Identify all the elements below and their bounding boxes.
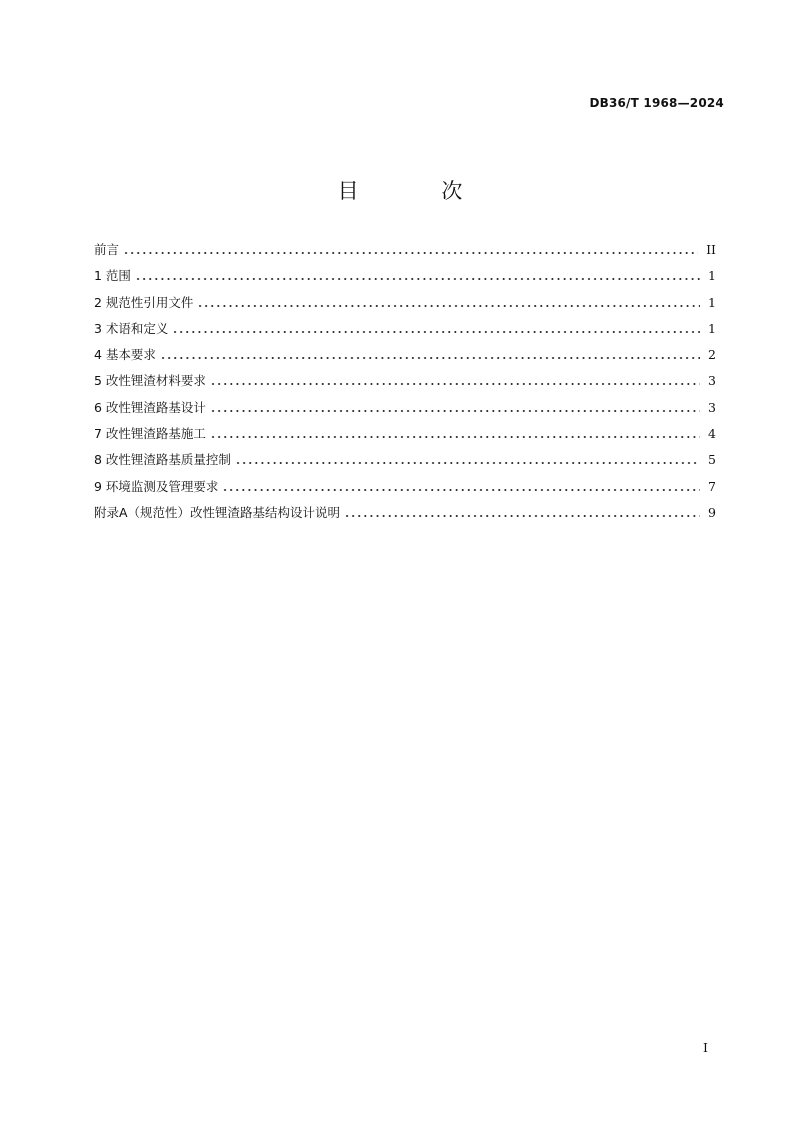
dot-leader [344, 505, 700, 519]
toc-entry-page: 5 [708, 452, 716, 468]
toc-entry-label: 9 环境监测及管理要求 [94, 478, 219, 494]
toc-entry-label: 前言 [94, 242, 120, 257]
toc-entry-basic-requirements[interactable] [94, 345, 716, 371]
toc-entry-page: 3 [708, 399, 716, 415]
dot-leader [197, 295, 700, 309]
toc-entry-page: II [706, 242, 716, 257]
toc-entry-label: 8 改性锂渣路基质量控制 [94, 452, 231, 468]
dot-leader [235, 452, 700, 466]
toc-entry-page: 7 [708, 478, 716, 494]
dot-leader [222, 479, 700, 493]
toc-entry-subgrade-design[interactable] [94, 398, 716, 424]
toc-entry-terms-definitions[interactable] [94, 319, 716, 345]
dot-leader [135, 268, 700, 282]
toc-entry-label: 3 术语和定义 [94, 320, 169, 336]
toc-entry-foreword[interactable] [94, 240, 716, 266]
toc-entry-label: 1 范围 [94, 268, 131, 284]
toc-entry-page: 1 [708, 268, 716, 284]
toc-entry-quality-control[interactable] [94, 450, 716, 476]
toc-entry-label: 6 改性锂渣路基设计 [94, 399, 206, 415]
toc-entry-label: 4 基本要求 [94, 347, 156, 363]
dot-leader [210, 400, 700, 414]
toc-entry-subgrade-construction[interactable] [94, 424, 716, 450]
toc-entry-label: 2 规范性引用文件 [94, 294, 194, 310]
dot-leader [172, 321, 700, 335]
dot-leader [210, 373, 700, 387]
toc-entry-normative-references[interactable] [94, 293, 716, 319]
dot-leader [123, 242, 698, 256]
page-number: I [703, 1040, 708, 1055]
toc-entry-environmental-monitoring[interactable] [94, 477, 716, 503]
page-title: 目 次 [337, 179, 501, 203]
table-of-contents [94, 240, 716, 529]
toc-entry-scope[interactable] [94, 266, 716, 292]
toc-entry-page: 1 [708, 294, 716, 310]
toc-entry-page: 3 [708, 373, 716, 389]
toc-entry-page: 2 [708, 347, 716, 363]
toc-entry-appendix-a[interactable] [94, 503, 716, 529]
toc-entry-label: 7 改性锂渣路基施工 [94, 426, 206, 442]
toc-entry-label: 5 改性锂渣材料要求 [94, 373, 206, 389]
document-code: DB36/T 1968—2024 [589, 96, 724, 110]
toc-entry-page: 9 [708, 504, 716, 520]
dot-leader [160, 347, 700, 361]
toc-entry-material-requirements[interactable] [94, 371, 716, 397]
toc-entry-page: 1 [708, 320, 716, 336]
toc-entry-label: 附录A（规范性）改性锂渣路基结构设计说明 [94, 504, 341, 520]
toc-entry-page: 4 [708, 426, 716, 442]
dot-leader [210, 426, 700, 440]
